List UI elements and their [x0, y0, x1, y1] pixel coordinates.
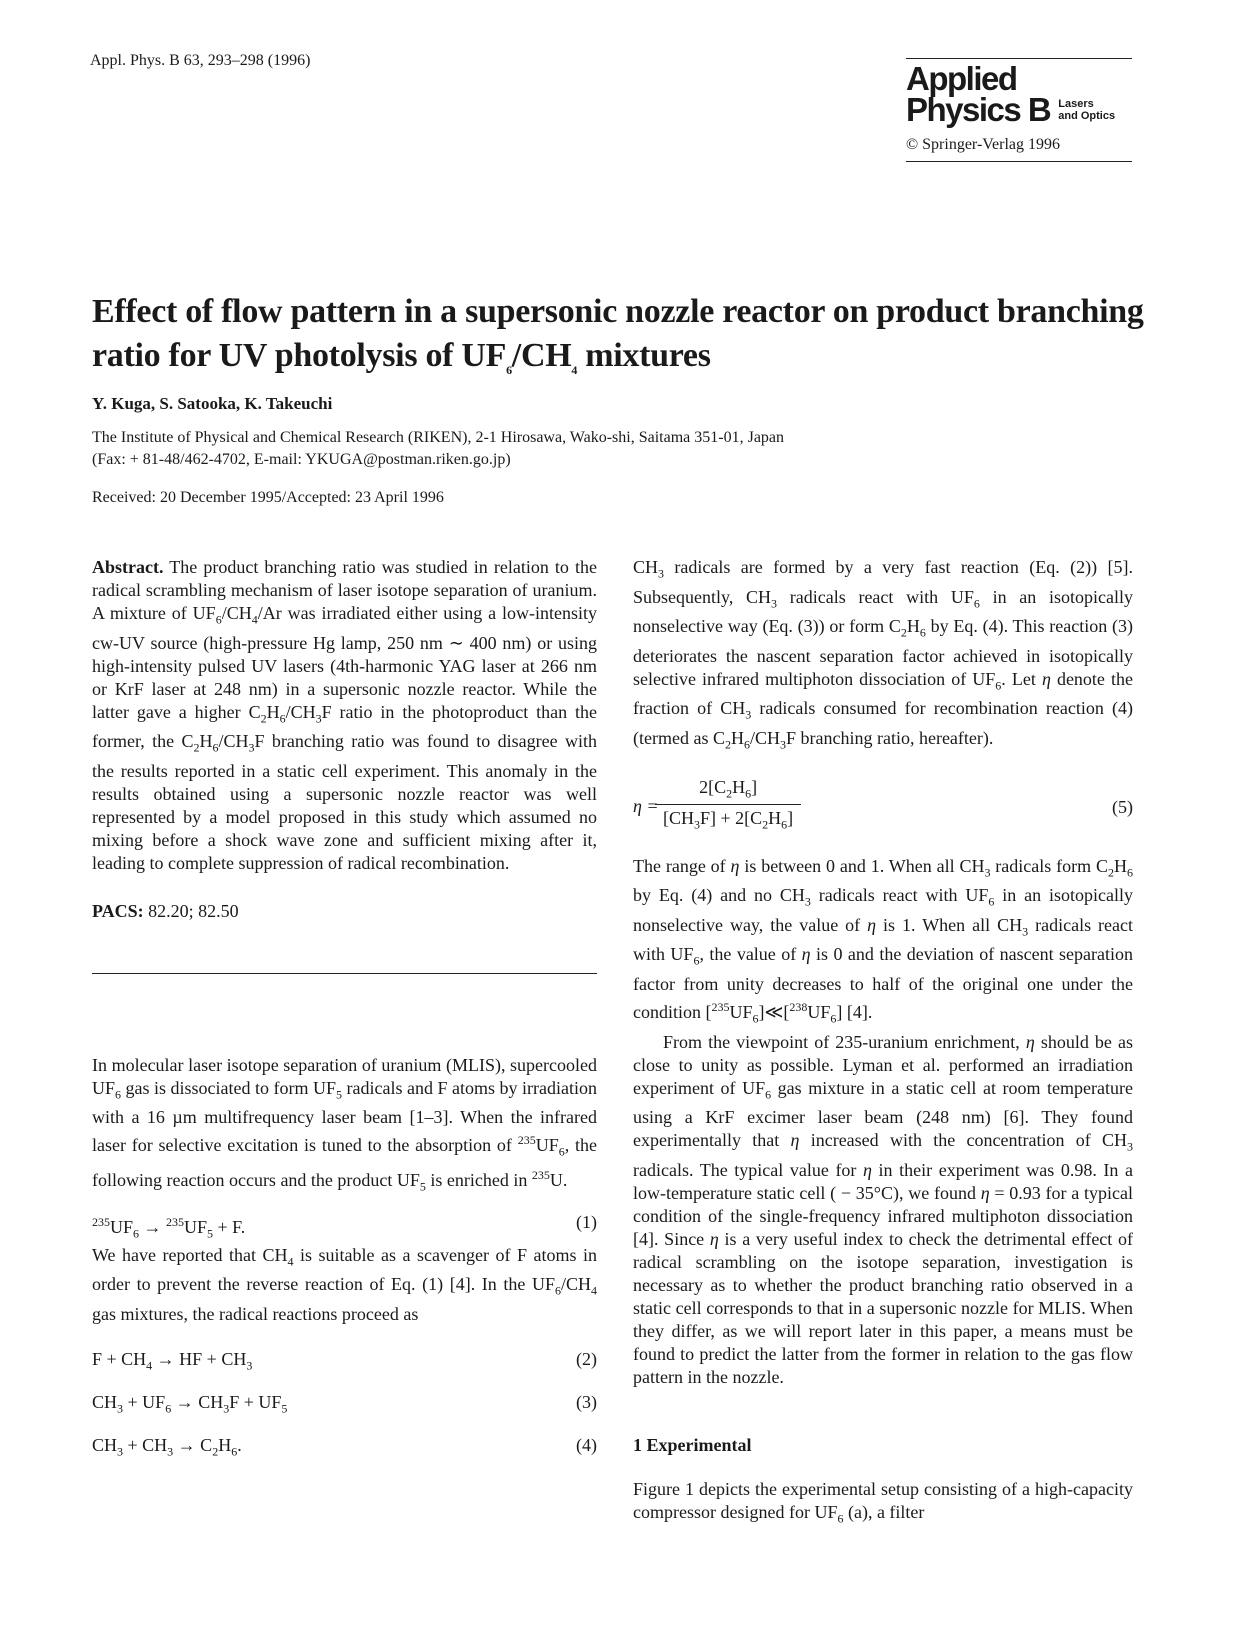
- body-text: is a very useful index to check the detrimental effect of radical scrambling on the isotope separation, investigation is necessary as to whether the product branching ratio observed in a static cell corresponds to that in a supersonic nozzle for MLIS. When they differ, as we will report later in this paper, a means must be found to predict the latter from the former in relation to the gas flow pattern in the nozzle.: [633, 1228, 1133, 1387]
- body-text: , the value of: [699, 944, 802, 965]
- equation-5-denominator: $[CH_3F] + 2[C_2H_6]$: [663, 808, 794, 832]
- abstract-text: /CH: [285, 701, 316, 722]
- journal-name-line2: [906, 93, 1115, 127]
- intro-text: U.: [549, 1169, 568, 1190]
- body-text: radicals. The typical value for: [633, 1159, 864, 1180]
- body-text: ] [4].: [836, 1001, 873, 1022]
- body-text: H: [1114, 855, 1127, 876]
- journal-name-physics-b: Physics B: [906, 91, 1051, 128]
- equation-4-number: (4): [576, 1434, 597, 1455]
- body-text: . Let: [1001, 668, 1042, 689]
- title-line2-a: ratio for UV photolysis of UF: [92, 337, 507, 374]
- intro-text: UF: [535, 1135, 559, 1156]
- pacs-label: PACS:: [92, 900, 144, 921]
- right-column: [633, 556, 1133, 1530]
- equation-5: [633, 773, 1133, 845]
- intro-text: We have reported that CH: [92, 1244, 288, 1265]
- body-text: gas mixture in a static cell at room temperature using a KrF excimer laser beam (248 nm) [6]. They found experimentally that: [633, 1077, 1134, 1151]
- intro-text: gas mixtures, the radical reactions proceed as: [92, 1303, 419, 1324]
- equation-1: [92, 1211, 597, 1241]
- journal-subtitle: [1058, 98, 1115, 122]
- intro-text: /CH: [560, 1274, 591, 1295]
- body-text: radicals consumed for recombination reaction (4) (termed as C: [633, 698, 1134, 748]
- equation-3: [92, 1391, 597, 1414]
- abstract-text: H: [199, 731, 213, 752]
- body-text: is between 0 and 1. When all CH: [739, 855, 985, 876]
- body-text: radicals react with UF: [810, 885, 989, 906]
- title-line2-c: mixtures: [577, 337, 711, 374]
- abstract-text: The product branching ratio was studied in relation to the radical scrambling mechanism of laser isotope separation of uranium. A mixture of UF: [92, 557, 597, 623]
- body-text: ]≪[: [758, 1001, 790, 1022]
- body-text: UF: [807, 1001, 831, 1022]
- abstract-text: /Ar was irradiated either using a low-intensity cw-UV source (high-pressure Hg lamp, 250 nm ∼ 400 nm) or using high-intensity pulsed UV lasers (4th-harmonic YAG laser at 266 nm or KrF laser at 248 nm) in a supersonic nozzle reactor. While the latter gave a higher C: [92, 603, 597, 722]
- body-paragraph-3: From the viewpoint of 235-uranium enrichment, η should be as close to unity as possible. Lyman et al. performed an irradiation experiment of $UF_6$ gas mixture in a static cell at room temperature using a KrF excimer laser beam (248 nm) [6]. They found experimentally that η increased with the concentration of $CH_3$ radicals. The typical value for η in their experiment was 0.98. In a low-temperature static cell ( − 35°C), we found η = 0.93 for a typical condition of the single-frequency infrared multiphoton dissociation [4]. Since η is a very useful index to check the detrimental effect of radical scrambling on the isotope separation, investigation is necessary as to whether the product branching ratio observed in a static cell corresponds to that in a supersonic nozzle for MLIS. When they differ, as we will report later in this paper, a means must be found to predict the latter from the former in relation to the gas flow pattern in the nozzle.: [633, 1031, 1134, 1387]
- equation-3-body: $CH_3 + UF_6 \to CH_3F + UF_5$: [92, 1391, 288, 1416]
- equation-3-number: (3): [576, 1391, 597, 1412]
- equation-1-number: (1): [576, 1211, 597, 1232]
- body-text: by Eq. (4). This reaction (3) deteriorates the nascent separation factor achieved in isotopically selective infrared multiphoton dissociation of UF: [633, 616, 1133, 689]
- body-text: radicals form C: [990, 855, 1108, 876]
- intro-paragraph-1: In molecular laser isotope separation of uranium (MLIS), supercooled $UF_6$ gas is dissociated to form $UF_5$ radicals and F atoms by irradiation with a 16 µm multifrequency laser beam [1–3]. When the infrared laser for selective excitation is tuned to the absorption of $^{235}UF_6$, the following reaction occurs and the product $UF_5$ is enriched in $^{235}$U.: [92, 1054, 597, 1194]
- body-text: in an isotopically nonselective way (Eq. (3)) or form C: [633, 586, 1133, 637]
- title-sub-6: 6: [506, 362, 512, 377]
- equation-4: [92, 1434, 597, 1457]
- equation-1-body: $^{235}UF_6 \to ^{235}UF_5 + F$.: [92, 1214, 246, 1241]
- abstract-text: /CH: [221, 603, 252, 623]
- body-paragraph-4: Figure 1 depicts the experimental setup consisting of a high-capacity compressor designed for $UF_6$ (a), a filter: [633, 1478, 1133, 1526]
- abstract-text: F ratio in the photoproduct than the former, the C: [92, 701, 598, 752]
- body-text: H: [906, 616, 920, 637]
- body-text: is 0 and the deviation of nascent separation factor from unity decreases to half of the original one under the condition [: [633, 944, 1134, 1022]
- intro-text: radicals and F atoms by irradiation with a 16 µm multifrequency laser beam [1–3]. When the infrared laser for selective excitation is tuned to the absorption of: [92, 1077, 597, 1156]
- equation-2-body: $F + CH_4$ → HF + $CH_3$: [92, 1348, 253, 1373]
- intro-text: In molecular laser isotope separation of uranium (MLIS), supercooled UF: [92, 1054, 597, 1098]
- equation-5-number: (5): [1112, 796, 1133, 817]
- copyright-notice: © Springer-Verlag 1996: [906, 136, 1061, 153]
- authors: Y. Kuga, S. Satooka, K. Takeuchi: [92, 394, 333, 413]
- equation-5-lhs: η =: [633, 795, 659, 816]
- journal-subtitle-lasers: Lasers: [1058, 98, 1094, 110]
- equation-2-number: (2): [576, 1348, 597, 1369]
- body-text: should be as close to unity as possible. Lyman et al. performed an irradiation experiment of UF: [633, 1031, 1133, 1098]
- section-heading-experimental: 1 Experimental: [633, 1434, 752, 1455]
- body-text: by Eq. (4) and no CH: [633, 885, 805, 906]
- intro-text: is enriched in: [425, 1169, 532, 1190]
- body-text: in their experiment was 0.98. In a low-temperature static cell ( − 35°C), we found: [633, 1159, 1133, 1203]
- body-text: CH: [633, 557, 659, 577]
- equation-4-body: $CH_3 + CH_3 \to C_2H_6$.: [92, 1434, 242, 1459]
- abstract-text: H: [266, 701, 280, 722]
- abstract-text: F branching ratio was found to disagree with the results reported in a static cell experiment. This anomaly in the results obtained using a supersonic nozzle reactor was well represented by a model proposed in this study which assumed no mixing before a shock wave zone and sufficient mixing after it, leading to complete suppression of radical recombination.: [92, 731, 597, 873]
- body-paragraph-1: $CH_3$ radicals are formed by a very fast reaction (Eq. (2)) [5]. Subsequently, $CH_3$ radicals react with $UF_6$ in an isotopically nonselective way (Eq. (3)) or form $C_2H_6$ by Eq. (4). This reaction (3) deteriorates the nascent separation factor achieved in isotopically selective infrared multiphoton dissociation of $UF_6$. Let η denote the fraction of $CH_3$ radicals consumed for recombination reaction (4) (termed as $C_2H_6/CH_3F$ branching ratio, hereafter).: [633, 557, 1134, 752]
- title-line1: Effect of flow pattern in a supersonic nozzle reactor on product branching: [92, 293, 1144, 330]
- body-text: UF: [729, 1001, 753, 1022]
- journal-subtitle-optics: and Optics: [1058, 110, 1116, 122]
- abstract: Abstract. The product branching ratio was studied in relation to the radical scrambling mechanism of laser isotope separation of uranium. A mixture of $UF_6/CH_4/Ar$ was irradiated either using a low-intensity cw-UV source (high-pressure Hg lamp, 250 nm ∼ 400 nm) or using high-intensity pulsed UV lasers (4th-harmonic YAG laser at 266 nm or KrF laser at 248 nm) in a supersonic nozzle reactor. While the latter gave a higher $C_2H_6/CH_3F$ ratio in the photoproduct than the former, the $C_2H_6/CH_3F$ branching ratio was found to disagree with the results reported in a static cell experiment. This anomaly in the results obtained using a supersonic nozzle reactor was well represented by a model proposed in this study which assumed no mixing before a shock wave zone and sufficient mixing after it, leading to complete suppression of radical recombination.: [92, 557, 598, 873]
- equation-2: [92, 1348, 597, 1371]
- intro-text: is suitable as a scavenger of F atoms in order to prevent the reverse reaction of Eq. (1) [4]. In the UF: [92, 1244, 598, 1295]
- body-text: = 0.93 for a typical condition of the single-frequency infrared multiphoton dissociation [4]. Since: [633, 1182, 1133, 1249]
- intro-text: , the following reaction occurs and the product UF: [92, 1135, 597, 1190]
- intro-text: gas is dissociated to form UF: [121, 1077, 337, 1098]
- affiliation-line2: (Fax: + 81-48/462-4702, E-mail: YKUGA@postman.riken.go.jp): [92, 451, 511, 468]
- body-text: in an isotopically nonselective way, the value of: [633, 885, 1133, 935]
- journal-citation: Appl. Phys. B 63, 293–298 (1996): [90, 52, 311, 69]
- body-text: F branching ratio, hereafter).: [785, 727, 994, 748]
- body-text: radicals react with UF: [633, 914, 1134, 965]
- body-text: radicals react with UF: [777, 586, 974, 607]
- body-text: /CH: [749, 727, 780, 748]
- equation-5-fraction: [655, 773, 801, 833]
- abstract-label: Abstract.: [92, 557, 164, 577]
- body-text: From the viewpoint of 235-uranium enrichment,: [663, 1031, 1026, 1052]
- body-text: Figure 1 depicts the experimental setup consisting of a high-capacity compressor designed for UF: [633, 1478, 1133, 1522]
- body-text: denote the fraction of CH: [633, 668, 1133, 719]
- masthead-rule-top: [906, 58, 1132, 59]
- body-text: (a), a filter: [843, 1501, 925, 1522]
- masthead-rule-bottom: [906, 161, 1132, 162]
- title-line2-b: /CH: [511, 337, 572, 374]
- body-text: increased with the concentration of CH: [799, 1130, 1127, 1151]
- affiliation: [92, 427, 784, 471]
- body-paragraph-2: The range of η is between 0 and 1. When all $CH_3$ radicals form $C_2H_6$ by Eq. (4) and no $CH_3$ radicals react with $UF_6$ in an isotopically nonselective way, the value of η is 1. When all $CH_3$ radicals react with $UF_6$, the value of η is 0 and the deviation of nascent separation factor from unity decreases to half of the original one under the condition $[^{235}UF_6]≪[^{238}UF_6]$ [4].: [633, 855, 1134, 1026]
- received-accepted-dates: Received: 20 December 1995/Accepted: 23 April 1996: [92, 489, 444, 506]
- body-text: The range of: [633, 855, 731, 876]
- journal-name-line1: Applied: [906, 60, 1017, 97]
- intro-paragraph-2: We have reported that $CH_4$ is suitable as a scavenger of F atoms in order to prevent the reverse reaction of Eq. (1) [4]. In the $UF_6/CH_4$ gas mixtures, the radical reactions proceed as: [92, 1244, 598, 1324]
- section-divider: [92, 973, 597, 974]
- title-sub-4: 4: [571, 362, 578, 377]
- equation-5-numerator: $2[C_2H_6]$: [655, 773, 801, 806]
- body-text: is 1. When all CH: [876, 914, 1023, 935]
- pacs-value: 82.20; 82.50: [143, 900, 239, 921]
- body-text: H: [730, 727, 744, 748]
- affiliation-line1: The Institute of Physical and Chemical Research (RIKEN), 2-1 Hirosawa, Wako-shi, Saitama 351-01, Japan: [92, 429, 785, 446]
- pacs-codes: [92, 900, 597, 923]
- paper-title: [92, 290, 1152, 392]
- abstract-text: /CH: [218, 731, 249, 752]
- body-text: radicals are formed by a very fast reaction (Eq. (2)) [5]. Subsequently, CH: [633, 557, 1133, 607]
- left-column: [92, 556, 597, 1457]
